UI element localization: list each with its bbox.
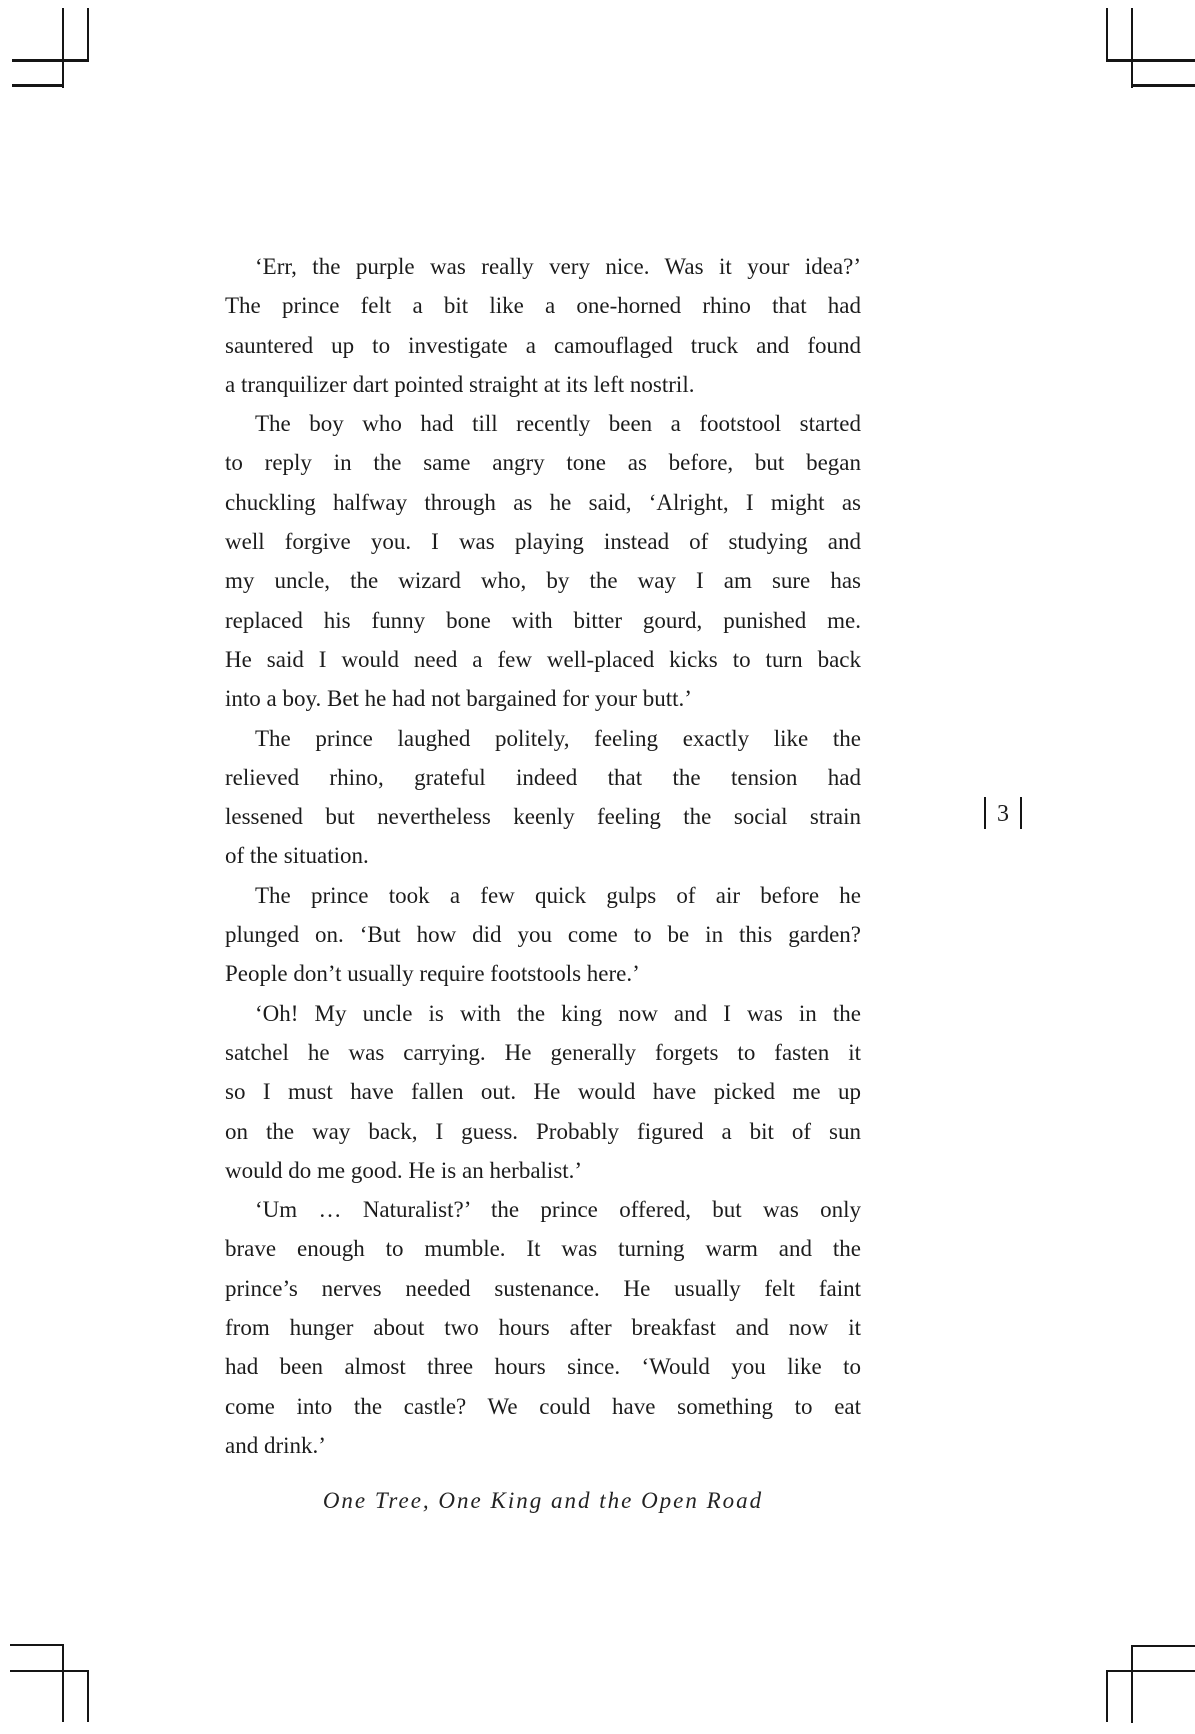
text-line: ‘Oh! My uncle is with the king now and I was in the (255, 1000, 861, 1026)
crop-mark-top-left-vertical-outer (62, 8, 64, 88)
text-line: to reply in the same angry tone as before, but began (225, 450, 861, 476)
text-line: relieved rhino, grateful indeed that the tension had (225, 764, 861, 790)
crop-mark-top-left-vertical-inner (87, 8, 89, 62)
page-number-left-bar (984, 797, 986, 829)
text-line: lessened but nevertheless keenly feeling the social strain (225, 804, 861, 830)
text-line: He said I would need a few well-placed kicks to turn back (225, 646, 861, 672)
crop-mark-bottom-right-horizontal-outer (1107, 1670, 1195, 1672)
text-line: well forgive you. I was playing instead of studying and (225, 529, 861, 555)
crop-mark-top-right-horizontal-outer (1107, 59, 1195, 62)
text-line: come into the castle? We could have something to eat (225, 1393, 861, 1419)
text-line: The prince laughed politely, feeling exactly like the (255, 725, 861, 751)
text-line: satchel he was carrying. He generally forgets to fasten it (225, 1039, 861, 1065)
paragraph (225, 404, 861, 718)
text-line: replaced his funny bone with bitter gourd, punished me. (225, 607, 861, 633)
text-line: and drink.’ (225, 1432, 326, 1458)
text-line: ‘Um … Naturalist?’ the prince offered, but was only (255, 1197, 861, 1223)
crop-mark-bottom-left-vertical-outer (87, 1670, 89, 1722)
paragraph (225, 994, 861, 1190)
crop-mark-bottom-right-vertical-inner (1131, 1645, 1133, 1723)
paragraph (225, 876, 861, 994)
crop-mark-bottom-left-horizontal-outer (10, 1670, 89, 1672)
text-line: into a boy. Bet he had not bargained for your butt.’ (225, 686, 692, 712)
crop-mark-top-left-horizontal-outer (12, 59, 89, 62)
text-line: a tranquilizer dart pointed straight at its left nostril. (225, 371, 695, 397)
text-line: The boy who had till recently been a footstool started (255, 411, 861, 437)
text-line: People don’t usually require footstools here.’ (225, 961, 640, 987)
crop-mark-top-right-vertical-outer (1131, 8, 1133, 88)
text-line: so I must have fallen out. He would have picked me up (225, 1079, 861, 1105)
page-text-block (225, 247, 861, 1465)
text-line: on the way back, I guess. Probably figured a bit of sun (225, 1118, 861, 1144)
crop-mark-bottom-right-vertical-outer (1106, 1670, 1108, 1722)
text-line: brave enough to mumble. It was turning warm and the (225, 1236, 861, 1262)
text-line: ‘Err, the purple was really very nice. Was it your idea?’ (255, 254, 861, 279)
page-number-value: 3 (997, 800, 1009, 827)
text-line: prince’s nerves needed sustenance. He usually felt faint (225, 1275, 861, 1301)
text-line: The prince felt a bit like a one-horned rhino that had (225, 293, 861, 319)
text-line: had been almost three hours since. ‘Would you like to (225, 1354, 861, 1380)
text-line: would do me good. He is an herbalist.’ (225, 1157, 583, 1183)
text-line: my uncle, the wizard who, by the way I am sure has (225, 568, 861, 594)
text-line: The prince took a few quick gulps of air before he (255, 882, 861, 908)
paragraph (225, 719, 861, 876)
running-footer: One Tree, One King and the Open Road (322, 1488, 764, 1513)
page-number-right-bar (1020, 797, 1022, 829)
text-line: from hunger about two hours after breakfast and now it (225, 1315, 861, 1341)
text-line: chuckling halfway through as he said, ‘Alright, I might as (225, 489, 861, 515)
crop-mark-top-left-horizontal-inner (12, 84, 64, 87)
crop-mark-top-right-horizontal-inner (1132, 84, 1195, 87)
text-line: sauntered up to investigate a camouflaged truck and found (225, 332, 861, 358)
text-line: plunged on. ‘But how did you come to be in this garden? (225, 922, 861, 948)
crop-mark-bottom-right-horizontal-inner (1132, 1645, 1195, 1647)
crop-mark-bottom-left-horizontal-inner (10, 1644, 64, 1646)
page-number (984, 797, 1022, 829)
crop-mark-bottom-left-vertical-inner (62, 1644, 64, 1722)
text-line: of the situation. (225, 843, 369, 869)
crop-mark-top-right-vertical-inner (1106, 8, 1108, 62)
paragraph (225, 1190, 861, 1465)
paragraph (225, 247, 861, 404)
